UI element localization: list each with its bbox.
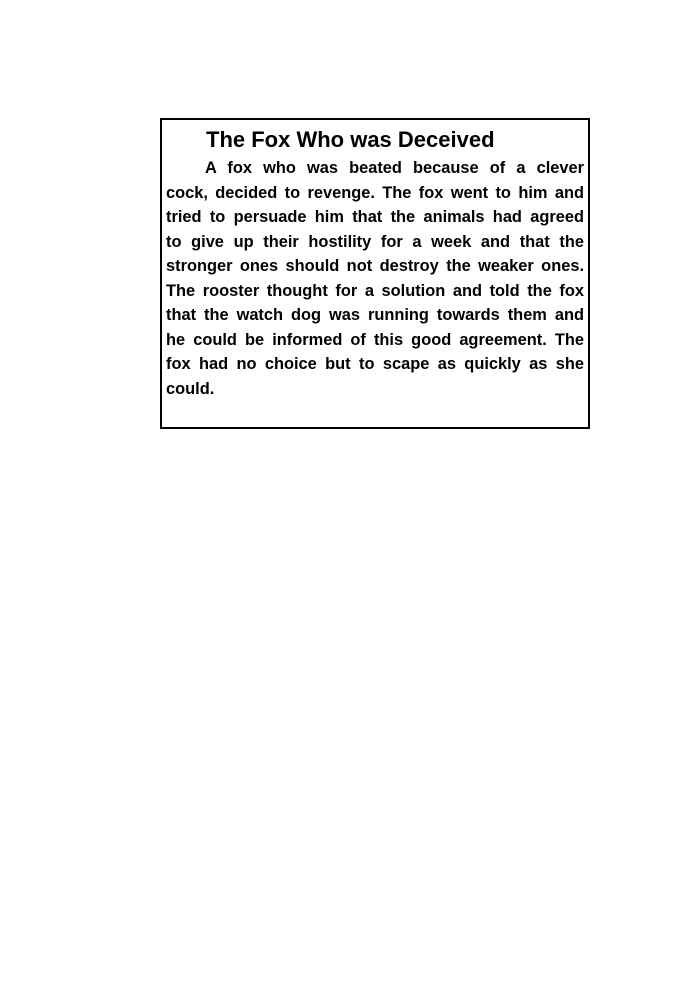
story-box [160, 118, 590, 429]
story-line: cock, decided to revenge. The fox went to him and [166, 183, 584, 202]
story-line: he could be informed of this good agreement. The [166, 330, 584, 349]
story-line: tried to persuade him that the animals had agreed [166, 208, 584, 226]
story-line: that the watch dog was running towards them and [166, 306, 584, 324]
story-line: stronger ones should not destroy the weaker ones. [166, 257, 584, 275]
story-body [166, 156, 584, 401]
story-line: could. [166, 379, 215, 398]
story-line: A fox who was beated because of a clever [205, 159, 584, 177]
story-title: The Fox Who was Deceived [206, 127, 495, 152]
story-line: fox had no choice but to scape as quickly as she [166, 355, 584, 373]
story-line: to give up their hostility for a week and that the [166, 232, 584, 251]
story-line: The rooster thought for a solution and told the fox [166, 281, 584, 300]
